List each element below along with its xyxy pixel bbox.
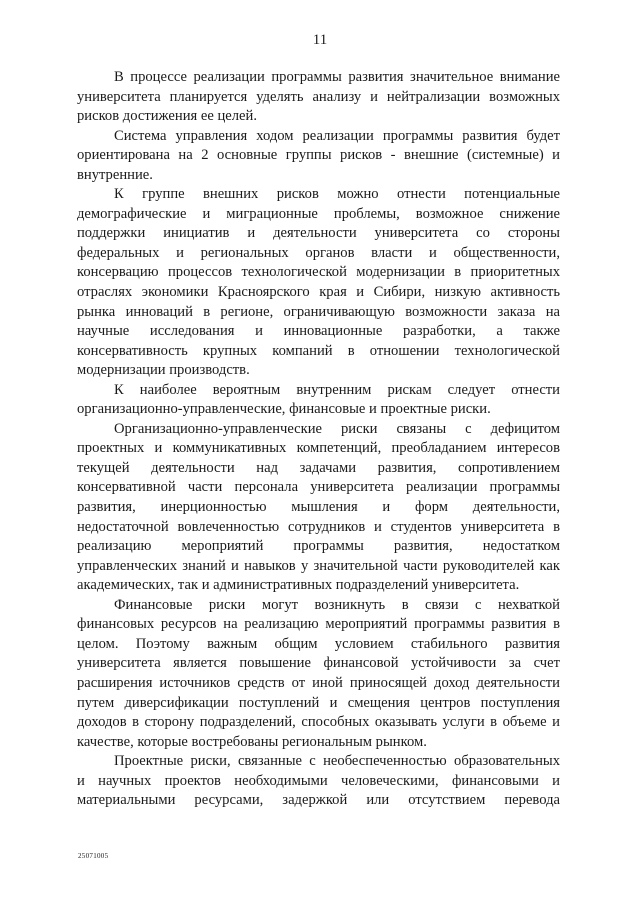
text-line: целом. Поэтому важным общим условием стабильного развития [77, 635, 560, 652]
text-line: рынка инноваций в регионе, ограничивающую возможности заказа на [77, 303, 560, 320]
text-line: В процессе реализации программы развития значительное внимание [114, 69, 560, 85]
text-line: путем диверсификации поступлений и смещения центров поступления [77, 694, 560, 711]
text-line: развития, инерционностью мышления и форм деятельности, [77, 499, 560, 516]
text-line: консервацию процессов технологической модернизации в приоритетных [77, 264, 560, 281]
text-line: отраслях экономики Красноярского края и Сибири, низкую активность [77, 284, 560, 301]
text-line: недостаточной вовлеченностью сотрудников и студентов университета в [77, 518, 560, 535]
text-line: материальными ресурсами, задержкой или отсутствием перевода [77, 792, 560, 809]
text-line: Финансовые риски могут возникнуть в связи с нехваткой [114, 596, 560, 613]
text-line: рисков достижения ее целей. [77, 108, 257, 125]
text-line: ориентирована на 2 основные группы рисков - внешние (системные) и [77, 147, 560, 164]
text-line: проектных и коммуникативных компетенций, преобладанием интересов [77, 440, 560, 457]
page-number: 11 [312, 32, 328, 48]
text-line: доходов в сторону подразделений, способных оказывать услуги в объеме и [77, 714, 560, 731]
paragraph-project-risks [77, 752, 560, 811]
document-code: 25071005 [78, 852, 109, 860]
text-line: консервативной части персонала университета реализации программы [77, 479, 560, 496]
paragraph-risk-groups [77, 127, 560, 186]
paragraph-intro [77, 68, 560, 127]
text-line: текущей деятельности над задачами развития, сопротивлением [77, 459, 560, 476]
text-line: федеральных и региональных органов власти и общественности, [77, 244, 560, 261]
text-line: Организационно-управленческие риски связаны с дефицитом [114, 420, 560, 437]
paragraph-financial-risks [77, 596, 560, 752]
text-line: К наиболее вероятным внутренним рискам следует отнести [114, 381, 560, 398]
text-line: и научных проектов необходимыми человеческими, финансовыми и [77, 772, 560, 789]
text-line: демографические и миграционные проблемы, возможное снижение [77, 205, 560, 222]
text-line: Система управления ходом реализации программы развития будет [114, 127, 560, 144]
text-line: организационно-управленческие, финансовые и проектные риски. [77, 401, 491, 418]
text-line: финансовых ресурсов на реализацию мероприятий программы развития в [77, 616, 560, 633]
text-line: реализацию мероприятий программы развития, недостатком [77, 538, 560, 555]
text-line: Проектные риски, связанные с необеспеченностью образовательных [114, 753, 560, 770]
text-line: поддержки инициатив и деятельности университета со стороны [77, 225, 560, 242]
text-line: К группе внешних рисков можно отнести потенциальные [114, 186, 560, 203]
text-line: научные исследования и инновационные разработки, а также [77, 323, 560, 340]
text-line: расширения источников средств от иной приносящей доход деятельности [77, 674, 560, 691]
text-line: качестве, которые востребованы региональным рынком. [77, 733, 427, 750]
paragraph-organizational-risks [77, 420, 560, 596]
body-text [77, 68, 560, 811]
text-line: модернизации производств. [77, 362, 250, 379]
paragraph-external-risks [77, 185, 560, 380]
text-line: внутренние. [77, 166, 153, 183]
text-line: управленческих знаний и навыков у значительной части руководителей как [77, 557, 560, 574]
text-line: академических, так и административных подразделений университета. [77, 577, 520, 594]
paragraph-internal-risks [77, 381, 560, 420]
text-line: университета планируется уделять анализу и нейтрализации возможных [77, 88, 560, 105]
text-line: университета является повышение финансовой устойчивости за счет [77, 655, 560, 672]
text-line: консервативность крупных компаний в отношении технологической [77, 342, 560, 359]
